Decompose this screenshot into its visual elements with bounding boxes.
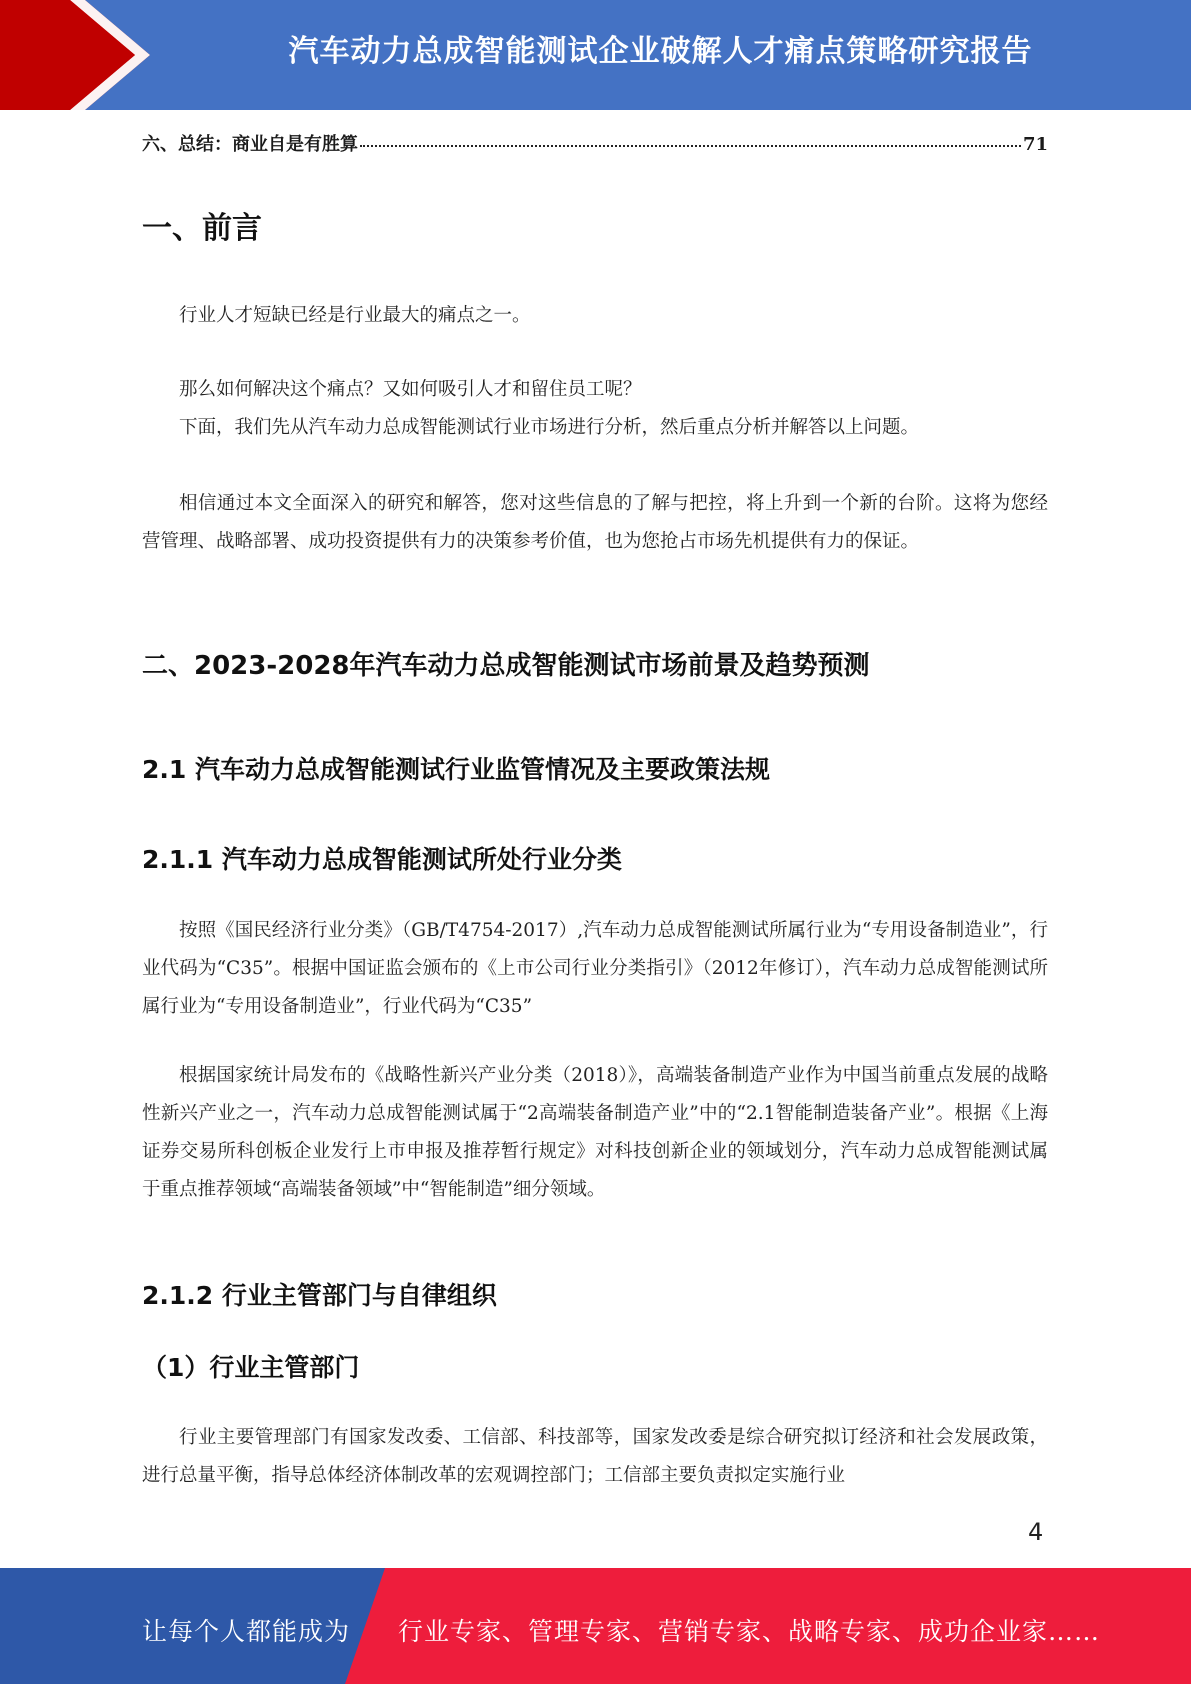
page-number: 4	[1028, 1518, 1044, 1546]
footer-slogan-left: 让每个人都能成为	[142, 1617, 351, 1646]
subsection-heading-2-1-1: 2.1.1 汽车动力总成智能测试所处行业分类	[142, 845, 622, 874]
industry-classification-paragraph-1: 按照《国民经济行业分类》（GB/T4754-2017）,汽车动力总成智能测试所属行业为“专用设备制造业”，行业代码为“C35”。根据中国证监会颁布的《上市公司行业分类指引》（2012年修订），汽车动力总成智能测试所属行业为“专用设备制造业”，行业代码为“C35”	[142, 920, 1048, 1017]
industry-classification-paragraph-2: 根据国家统计局发布的《战略性新兴产业分类（2018）》，高端装备制造产业作为中国当前重点发展的战略性新兴产业之一，汽车动力总成智能测试属于“2高端装备制造产业”中的“2.1智能制造装备产业”。根据《上海证券交易所科创板企业发行上市申报及推荐暂行规定》对科技创新企业的领域划分，汽车动力总成智能测试属于重点推荐领域“高端装备领域”中“智能制造”细分领域。	[142, 1065, 1048, 1200]
report-title: 汽车动力总成智能测试企业破解人才痛点策略研究报告	[288, 34, 1033, 69]
subsection-heading-authorities: （1）行业主管部门	[142, 1353, 360, 1382]
toc-entry-label: 六、总结：商业自是有胜算	[142, 134, 358, 155]
toc-leader-dots	[360, 144, 1021, 147]
toc-entry[interactable]	[142, 130, 1048, 156]
subsection-heading-2-1-2: 2.1.2 行业主管部门与自律组织	[142, 1281, 497, 1310]
authorities-paragraph-1: 行业主要管理部门有国家发改委、工信部、科技部等，国家发改委是综合研究拟订经济和社会发展政策，进行总量平衡，指导总体经济体制改革的宏观调控部门；工信部主要负责拟定实施行业	[142, 1427, 1048, 1486]
page-header	[0, 0, 1191, 110]
subsection-heading-2-1: 2.1 汽车动力总成智能测试行业监管情况及主要政策法规	[142, 755, 770, 784]
page-footer	[0, 1568, 1191, 1684]
intro-paragraph-1: 行业人才短缺已经是行业最大的痛点之一。	[179, 305, 531, 326]
toc-entry-page: 71	[1022, 134, 1048, 155]
footer-slogan-right: 行业专家、管理专家、营销专家、战略专家、成功企业家……	[398, 1617, 1101, 1646]
intro-paragraph-4: 相信通过本文全面深入的研究和解答，您对这些信息的了解与把控，将上升到一个新的台阶。这将为您经营管理、战略部署、成功投资提供有力的决策参考价值，也为您抢占市场先机提供有力的保证。	[142, 493, 1048, 552]
intro-paragraph-2: 那么如何解决这个痛点？又如何吸引人才和留住员工呢？	[179, 379, 642, 400]
intro-paragraph-3: 下面，我们先从汽车动力总成智能测试行业市场进行分析，然后重点分析并解答以上问题。	[179, 417, 920, 438]
section-heading-forecast: 二、2023-2028年汽车动力总成智能测试市场前景及趋势预测	[142, 651, 870, 681]
section-heading-intro: 一、前言	[142, 211, 262, 246]
